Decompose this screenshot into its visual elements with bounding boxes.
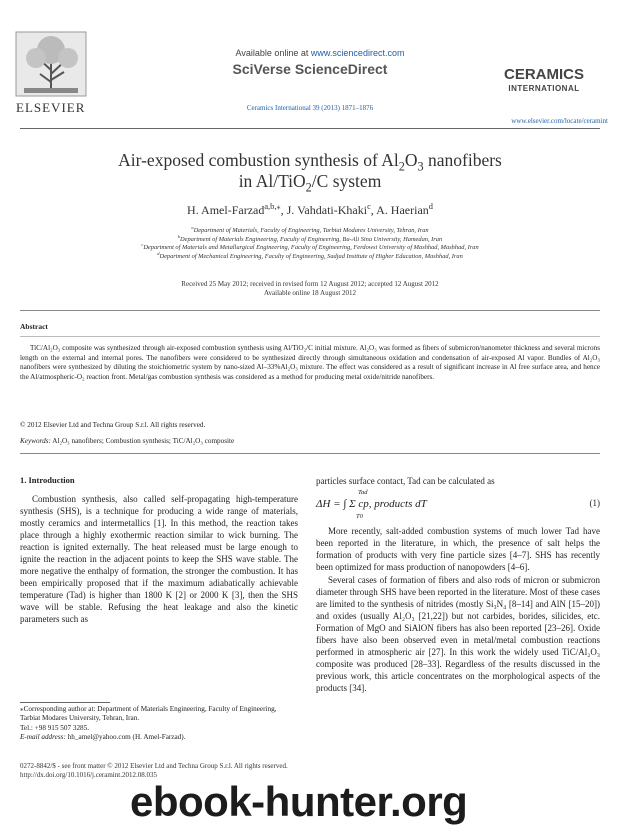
available-online-date: Available online 18 August 2012 — [263, 289, 357, 297]
integral-upper-limit: Tad — [358, 489, 368, 496]
received-dates: Received 25 May 2012; received in revised form 12 August 2012; accepted 12 August 2012 — [181, 280, 439, 288]
email-address[interactable]: hh_amel@yahoo.com (H. Amel-Farzad). — [65, 733, 186, 742]
paragraph: More recently, salt-added combustion systems of much lower Tad have been reported in the literature, in which, the presence of salt helps the formation of products with very fine particle sizes [4–7]. SHS has recently been optimized for mass production of nanopowders [4–6]. — [316, 526, 600, 572]
author-affil-mark: d — [428, 202, 433, 211]
title-text-2: O — [404, 150, 418, 170]
keywords-label: Keywords: — [20, 437, 51, 445]
journal-logo-line2: INTERNATIONAL — [508, 84, 580, 93]
footnote-email — [20, 733, 298, 742]
equation-number: (1) — [589, 498, 600, 508]
email-label: E-mail address: — [20, 733, 66, 742]
affil-text: Department of Mechanical Engineering, Faculty of Engineering, Sadjad Institute of Higher Education, Mashhad, Iran — [159, 252, 463, 260]
issn-line: 0272-8842/$ - see front matter © 2012 Elsevier Ltd and Techna Group S.r.l. All rights reserved. — [20, 762, 288, 770]
affiliations — [40, 224, 580, 261]
abstract-top-divider — [20, 310, 600, 311]
abstract-heading-divider — [20, 336, 600, 337]
equation-intro: particles surface contact, Tad can be calculated as — [316, 476, 495, 486]
abstract-bottom-divider — [20, 453, 600, 454]
footnote-divider — [20, 702, 110, 703]
title-text-1: Air-exposed combustion synthesis of Al — [118, 150, 399, 170]
article-dates — [40, 280, 580, 298]
abstract-heading: Abstract — [20, 322, 48, 331]
keywords-list: Al₂O₃ nanofibers; Combustion synthesis; TiC/Al₂O₃ composite — [50, 437, 235, 445]
integral-lower-limit: T0 — [356, 513, 363, 520]
title-sub-2: 3 — [417, 159, 424, 174]
affil-text: Department of Materials, Faculty of Engineering, Tarbiat Modares University, Tehran, Iran — [193, 227, 429, 234]
author-name[interactable]: H. Amel-Farzad — [187, 203, 265, 217]
author-list: H. Amel-Farzad$^{a,b,⁎}$, J. Vahdati-Khaki$^c$, A. Haerian$^d$ — [187, 202, 433, 217]
title-text-3: nanofibers — [423, 150, 502, 170]
available-prefix: Available online at — [235, 48, 311, 58]
affil-text: Department of Materials and Metallurgical Engineering, Faculty of Engineering, Ferdowsi University of Mashhad, Mashhad, Iran — [143, 244, 479, 252]
equation-1 — [316, 491, 600, 521]
author-affil-mark: c — [367, 202, 371, 211]
corresponding-author-footnote — [20, 705, 298, 743]
author-name[interactable]: J. Vahdati-Khaki — [286, 203, 368, 217]
watermark: ebook-hunter.org — [130, 778, 468, 825]
publisher-name: ELSEVIER — [16, 100, 86, 115]
title-text-4: in Al/TiO — [238, 171, 306, 191]
keywords — [20, 437, 600, 445]
author-name[interactable]: A. Haerian — [376, 203, 429, 217]
sciencedirect-link[interactable]: www.sciencedirect.com — [310, 48, 405, 58]
title-sub-1: 2 — [398, 159, 405, 174]
affil-mark: a — [191, 224, 194, 230]
affil-text: Department of Materials Engineering, Faculty of Engineering, Bu-Ali Sina University, Hamedan, Iran — [180, 235, 443, 243]
equation-text: ΔH = ∫ Σ cp, products dT — [316, 498, 427, 510]
footnote-phone: Tel.: +98 915 507 3285. — [20, 723, 90, 732]
paragraph: Several cases of formation of fibers and also rods of micron or submicron diameter through SHS have been reported in the literature. Most of these cases are limited to the synthesis of nitrides (mostly Si₃N₄ [8–14] and AlN [15–20]) and oxides (usually Al₂O₃ [21,22]) but not carbides, borides, silicides, etc. Formation of MgO and SiAlON fibers has also been reported [23–26]. Oxide fibers have also been observed even in metal/metal combustion reactions performed in atmospheric air [27]. In this work the widely used TiC/Al₂O₃ composite was produced [28–33]. Regardless of the results discussed in the previous work, this article concentrates on the morphological aspects of the products [34]. — [316, 575, 600, 693]
title-text-5: /C system — [311, 171, 382, 191]
doi-link[interactable]: http://dx.doi.org/10.1016/j.ceramint.2012.08.035 — [20, 771, 157, 779]
journal-logo-line1: CERAMICS — [503, 66, 584, 83]
footnote-address: ⁎Corresponding author at: Department of Materials Engineering, Faculty of Engineering, Tarbiat Modares University, Tehran, Iran. — [20, 705, 277, 723]
introduction-column-2 — [316, 525, 600, 695]
affil-mark: c — [141, 242, 144, 248]
section-heading-introduction: 1. Introduction — [20, 475, 75, 485]
available-online — [210, 48, 430, 58]
affiliation — [40, 244, 580, 253]
introduction-column-1: Combustion synthesis, also called self-propagating high-temperature synthesis (SHS), is a technique for producing a wide range of materials, mostly ceramics and intermetallics [1]. In this method, the reaction takes place through a highly exothermic reaction similar to wick burning. The reaction is ignited externally. The heat released must be large enough to ignite the reaction in the adjacent points to keep the SHS wave stable. The more negative the enthalpy of formation, the stronger the combustion. It has been empirically proposed that if the maximum adiabatically achievable temperature (Tad) is higher than 1800 K [2] or 2000 K [3], then the SHS wave will be stable. Refusing the heat leakage and also the kinetic parameters such as — [20, 494, 298, 624]
affiliation — [40, 250, 580, 262]
platform-name: SciVerse ScienceDirect — [232, 61, 388, 77]
journal-url-link[interactable]: www.elsevier.com/locate/ceramint — [511, 117, 608, 125]
header-divider — [20, 128, 600, 129]
abstract-body: TiC/Al₂O₃ composite was synthesized through air-exposed combustion synthesis using Al/TiO₂/C initial mixture. Al₂O₃ was formed as fibers of submicron/nanometer thickness and several microns length on the external and internal pores. The nanofibers were considered to be synthesized directly through simultaneous oxidation and condensation of air-exposed Al vapor. Bundles of Al₂O₃ nanofibers were synthesized by diluting the stoichiometric system by nano-sized Al–33%Al₂O₃ mixture. The effect was considered as a result of significant increase in Al free surface area, and hence the Al/atmospheric-O₂ reaction front. Metal/gas combustion synthesis was considered as a method for producing metal oxide/nitride nanofibers. — [20, 344, 600, 381]
journal-citation[interactable]: Ceramics International 39 (2013) 1871–1876 — [246, 104, 374, 112]
affil-mark: d — [157, 250, 160, 256]
abstract-copyright: © 2012 Elsevier Ltd and Techna Group S.r.l. All rights reserved. — [20, 421, 206, 429]
article-title — [40, 150, 580, 195]
affil-mark: b — [177, 233, 181, 239]
author-affil-mark: a,b,⁎ — [264, 202, 281, 211]
title-sub-3: 2 — [305, 180, 312, 195]
